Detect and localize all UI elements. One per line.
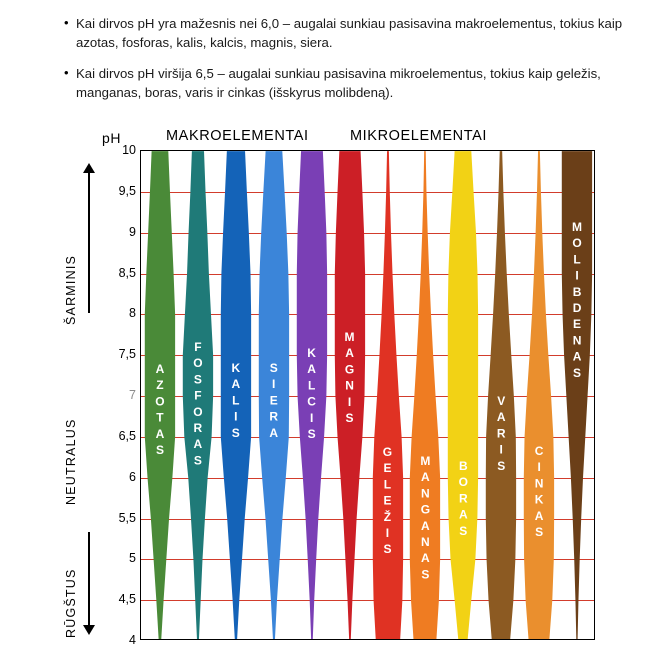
ph-zone-label: RŪGŠTUS [64, 568, 78, 638]
ph-axis-title: pH [102, 130, 122, 146]
ph-tick-label: 4,5 [118, 592, 136, 607]
nutrient-band[interactable] [406, 151, 444, 639]
ph-tick-label: 6 [129, 469, 136, 484]
chart-plot-area [140, 150, 595, 640]
ph-tick-label: 10 [122, 143, 136, 157]
nutrient-band-label: MAGNIS [342, 329, 357, 427]
nutrient-band[interactable] [331, 151, 369, 639]
nutrient-band-label: VARIS [494, 393, 509, 475]
ph-tick-label: 7 [129, 388, 136, 402]
ph-tick-label: 5,5 [118, 510, 136, 525]
list-item [64, 64, 634, 102]
group-label-macro: MAKROELEMENTAI [166, 128, 309, 144]
ph-tick-label: 6,5 [118, 428, 136, 443]
ph-zone-label: ŠARMINIS [64, 254, 78, 325]
bullet-text: Kai dirvos pH viršija 6,5 – augalai sunkiau pasisavina mikroelementus, tokius kaip geležis, manganas, boras, varis ir cinkas (išskyrus molibdeną). [76, 66, 601, 100]
ph-tick-label: 5 [129, 551, 136, 566]
nutrient-band-label: GELEŽIS [380, 445, 395, 559]
ph-tick-label: 9 [129, 224, 136, 239]
nutrient-band[interactable] [179, 151, 217, 639]
group-label-micro: MIKROELEMENTAI [350, 128, 488, 144]
nutrient-band-label: CINKAS [532, 443, 547, 542]
nutrient-band[interactable] [520, 151, 558, 639]
list-item [64, 14, 634, 52]
bullet-list [64, 14, 634, 114]
nutrient-band-label: AZOTAS [152, 362, 167, 460]
nutrient-band[interactable] [558, 151, 595, 639]
ph-tick-label: 8,5 [118, 265, 136, 280]
bullet-marker: • [64, 15, 69, 30]
nutrient-band[interactable] [369, 151, 407, 639]
nutrient-band-label: FOSFORAS [190, 340, 205, 470]
bullet-marker: • [64, 65, 69, 80]
nutrient-band[interactable] [255, 151, 293, 639]
nutrient-band-label: BORAS [456, 459, 471, 540]
nutrient-band-label: KALCIS [304, 345, 319, 444]
ph-tick-label: 4 [129, 633, 136, 647]
ph-zone-arrow-down [88, 532, 90, 626]
nutrient-band-label: KALIS [228, 361, 243, 442]
nutrient-band[interactable] [482, 151, 520, 639]
ph-zone-arrow-up [88, 172, 90, 313]
nutrient-band-label: MANGANAS [418, 454, 433, 584]
ph-nutrient-availability-chart [62, 128, 602, 646]
nutrient-band[interactable] [293, 151, 331, 639]
ph-tick-label: 9,5 [118, 183, 136, 198]
ph-zone-legend [62, 150, 102, 640]
nutrient-band-label: SIERA [266, 361, 281, 442]
nutrient-band[interactable] [141, 151, 179, 639]
nutrient-band[interactable] [444, 151, 482, 639]
bullet-text: Kai dirvos pH yra mažesnis nei 6,0 – augalai sunkiau pasisavina makroelementus, tokius kaip azotas, fosforas, kalis, kalcis, magnis, siera. [76, 16, 623, 50]
nutrient-band[interactable] [217, 151, 255, 639]
ph-tick-label: 8 [129, 306, 136, 321]
ph-tick-label: 7,5 [118, 347, 136, 362]
ph-zone-label: NEUTRALUS [64, 418, 78, 505]
ph-axis-ticks [102, 143, 136, 647]
nutrient-band-label: MOLIBDENAS [570, 219, 585, 382]
